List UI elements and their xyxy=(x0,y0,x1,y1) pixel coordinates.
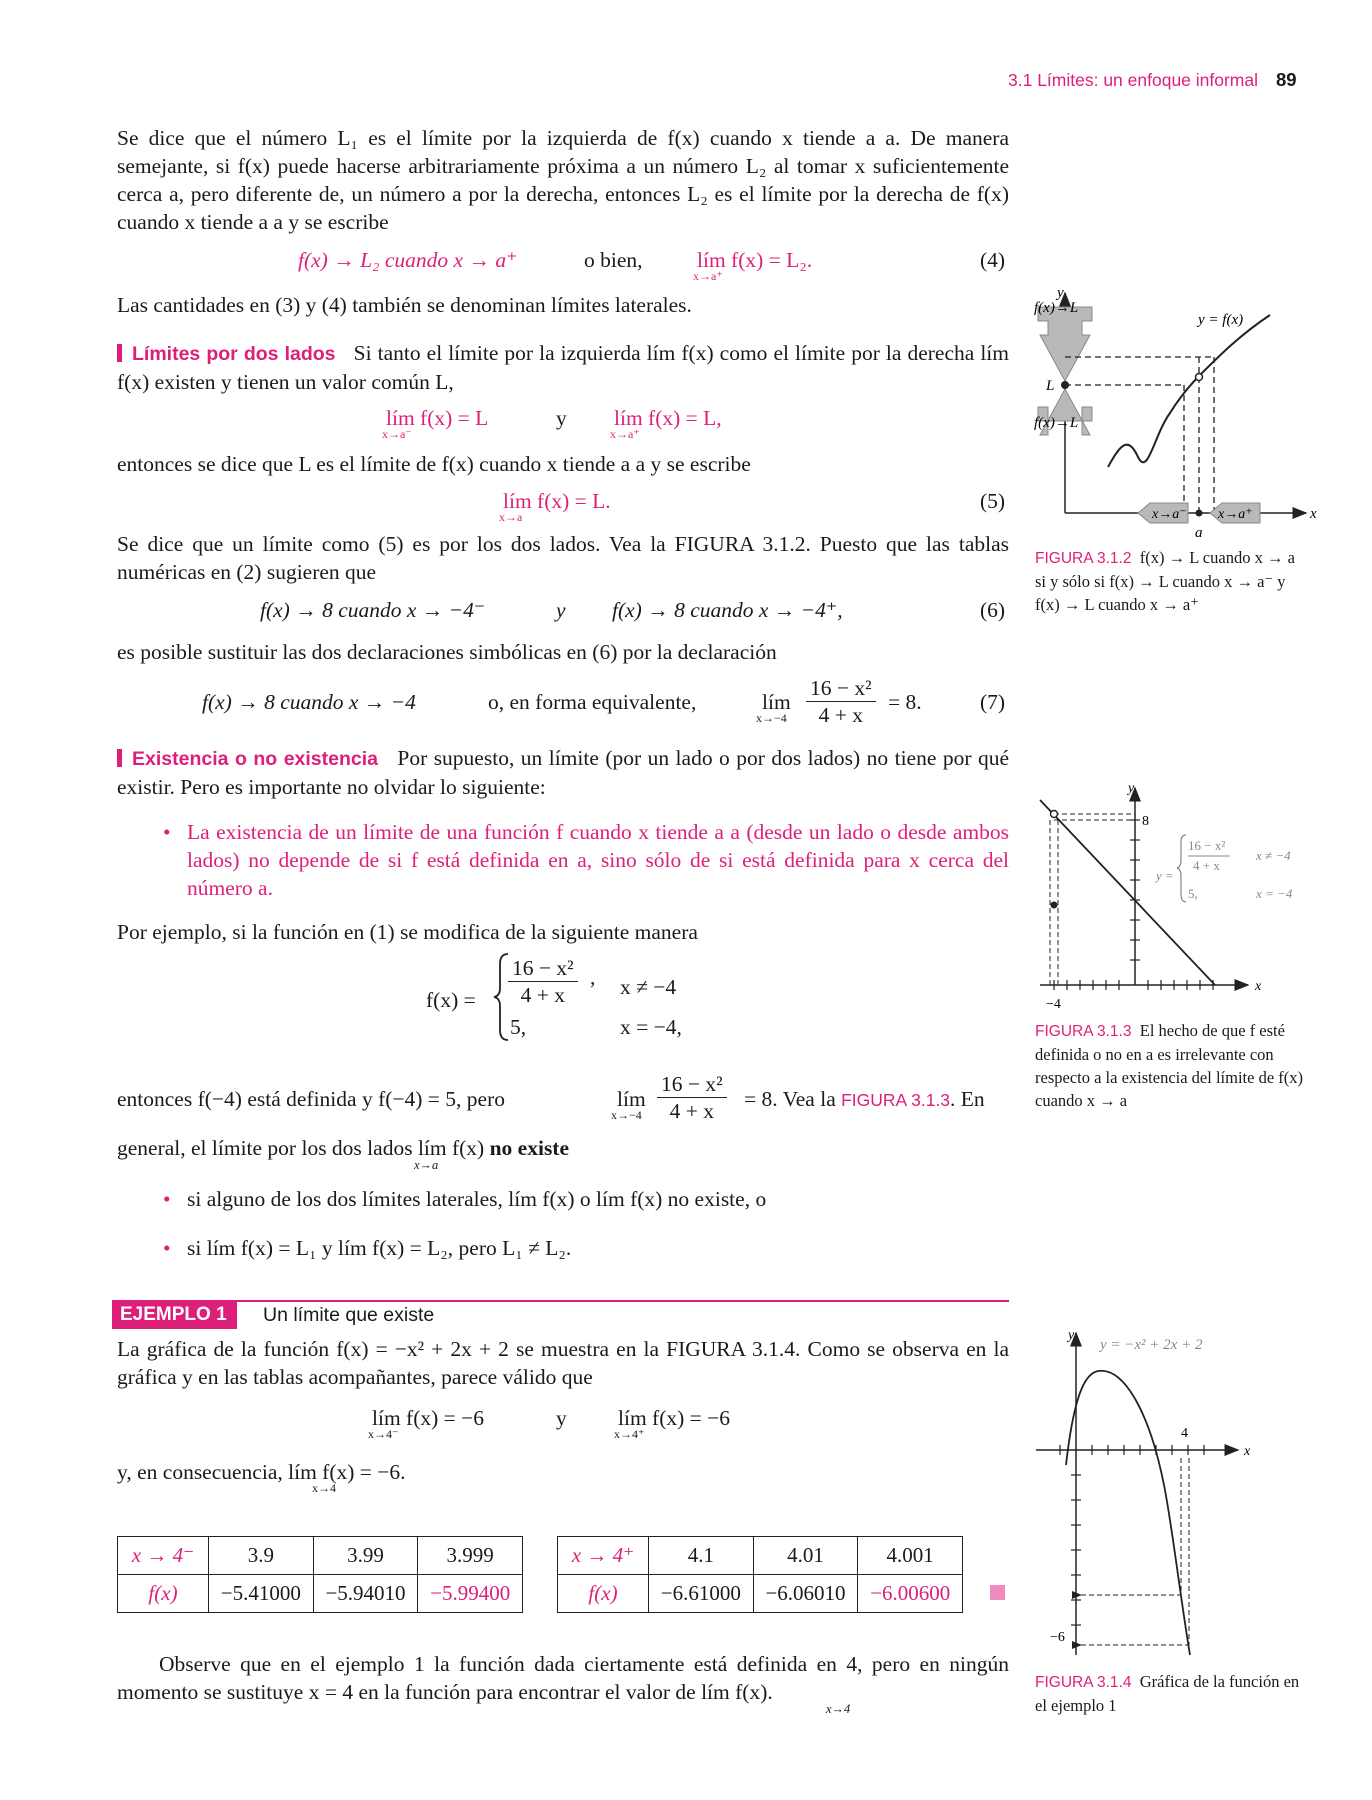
fig2-x-label: x xyxy=(1310,506,1317,522)
table-cell: 4.001 xyxy=(858,1537,963,1575)
fig2-L-label: L xyxy=(1046,378,1055,394)
paragraph-substitute: es posible sustituir las dos declaraciones simbólicas en (6) por la declaración xyxy=(117,640,777,664)
section-existence-text: Por supuesto, un límite (por un lado o por dos lados) no tiene por qué existir. Pero es importante no olvidar lo siguiente: xyxy=(117,746,1009,799)
eqA-left-text: lím f(x) = L xyxy=(386,406,489,430)
fig3-minus-four-label: −4 xyxy=(1046,997,1061,1010)
figure-3-1-2-label: FIGURA 3.1.2 xyxy=(1035,550,1132,567)
section-heading-text: Límites por dos lados xyxy=(132,343,336,365)
table-header: f(x) xyxy=(118,1575,209,1613)
bullet-existence-text: La existencia de un límite de una función f cuando x tiende a a (desde un lado o desde ambos lados) no depende de si f está definida en a, sino sólo de si está definida para x cerca del número a. xyxy=(187,820,1009,900)
piecewise-value2: 5, xyxy=(510,1015,527,1039)
eq5-sub: x→a xyxy=(499,510,523,524)
table-cell: −5.99400 xyxy=(418,1575,523,1613)
table-header: f(x) xyxy=(558,1575,649,1613)
section-text: Si tanto el límite por la izquierda lím f(x) como el límite por la derecha lím f(x) existen y tienen un valor común L, xyxy=(117,341,1009,394)
a-point xyxy=(1196,510,1203,517)
fig2-curve-label: y = f(x) xyxy=(1198,312,1244,328)
para7-sub: x→−4 xyxy=(611,1108,642,1122)
paragraph-example-1: La gráfica de la función f(x) = −x² + 2x + 2 se muestra en la FIGURA 3.1.4. Como se observa en la gráfica y en las tablas acompañantes, parece válido que xyxy=(117,1337,1009,1389)
eq4-sub: x→a⁺ xyxy=(693,269,723,283)
eqA-mid: y xyxy=(556,406,567,430)
para7-c-text: . En xyxy=(950,1087,985,1111)
bullet-one-sided-fail: • si alguno de los dos límites laterales, lím f(x) o lím f(x) no existe, o xyxy=(163,1187,767,1211)
bullet-unequal-text: si lím f(x) = L₁ y lím f(x) = L₂, pero L₁ ≠ L₂. xyxy=(187,1236,572,1260)
paragraph-left-right-limit xyxy=(117,124,1009,236)
table-cell: 4.01 xyxy=(753,1537,858,1575)
fig3-piece-cond2: x = −4 xyxy=(1256,886,1293,901)
table-header: x → 4⁺ xyxy=(558,1537,649,1575)
fig2-bottom-arrow-label: f(x)→L xyxy=(1034,415,1079,431)
fig2-a-label: a xyxy=(1195,525,1203,541)
figure-3-1-4-caption xyxy=(1035,1670,1305,1717)
figure-3-1-3-link[interactable]: FIGURA 3.1.3 xyxy=(841,1090,951,1110)
figure-3-1-3-caption xyxy=(1035,1019,1305,1112)
para7-a: entonces f(−4) está definida y f(−4) = 5, pero xyxy=(117,1087,505,1111)
table-cell: 3.999 xyxy=(418,1537,523,1575)
section-heading-existence-text: Existencia o no existencia xyxy=(132,748,379,770)
eqB-left-sub: x→4⁻ xyxy=(368,1427,399,1441)
eq7-number: (7) xyxy=(980,690,1006,714)
para7-numerator: 16 − x² xyxy=(657,1071,727,1098)
example-rule xyxy=(112,1300,1009,1302)
figure-3-1-3-label: FIGURA 3.1.3 xyxy=(1035,1023,1132,1040)
paragraph-figure-ref: Se dice que un límite como (5) es por los dos lados. Vea la FIGURA 3.1.2. Puesto que las tablas numéricas en (2) sugieren que xyxy=(117,532,1009,584)
piecewise-lhs: f(x) = xyxy=(426,988,476,1012)
para10-sub: x→4 xyxy=(312,1481,336,1495)
table-right-limit xyxy=(557,1536,963,1613)
defined-point xyxy=(1051,902,1058,909)
para7-lim xyxy=(611,1087,646,1122)
eq4-number: (4) xyxy=(980,248,1006,272)
eqB-mid: y xyxy=(556,1406,567,1430)
section-heading xyxy=(117,343,336,365)
eq4-mid: o bien, xyxy=(584,248,643,272)
eq7-sub: x→−4 xyxy=(756,711,787,725)
section-two-sided xyxy=(117,339,1009,396)
arrow-down-shape xyxy=(1038,307,1092,381)
eq4-left: f(x) → L₂ cuando x → a⁺ xyxy=(298,248,518,272)
fig2-right-arrow-label: x→a⁺ xyxy=(1218,507,1253,522)
running-header: 3.1 Límites: un enfoque informal xyxy=(1008,70,1259,90)
para8-a: general, el límite por los dos lados xyxy=(117,1136,413,1160)
fig4-four-label: 4 xyxy=(1181,1426,1188,1441)
fig2-y-label: y xyxy=(1057,285,1064,301)
para11-text: Observe que en el ejemplo 1 la función dada ciertamente está definida en 4, pero en ningún momento se sustituye x = 4 en la función para encontrar el valor de lím f(x). xyxy=(117,1652,1009,1704)
eq6-mid: y xyxy=(556,598,566,622)
table-cell: −5.41000 xyxy=(209,1575,314,1613)
para8 xyxy=(117,1136,570,1172)
eqB-right xyxy=(614,1406,731,1441)
bullet-unequal: • si lím f(x) = L₁ y lím f(x) = L₂, pero L₁ ≠ L₂. xyxy=(163,1236,572,1260)
figure-3-1-2 xyxy=(1030,285,1320,550)
eqA-left-sub: x→a⁻ xyxy=(382,427,412,441)
eq4-right xyxy=(693,248,813,283)
fig3-eight-label: 8 xyxy=(1142,814,1149,829)
figure-3-1-4 xyxy=(1030,1325,1320,1665)
table-cell: 3.9 xyxy=(209,1537,314,1575)
eqA-left xyxy=(382,406,489,441)
eq7-left: f(x) → 8 cuando x → −4 xyxy=(202,690,416,714)
fig3-piece-numerator: 16 − x² xyxy=(1188,838,1226,853)
parabola xyxy=(1066,1371,1190,1655)
eqA-right xyxy=(610,406,722,441)
page-number: 89 xyxy=(1276,69,1297,90)
fig3-x-label: x xyxy=(1255,979,1262,994)
fig4-y-label: y xyxy=(1068,1328,1075,1343)
fig4-minus-six-label: −6 xyxy=(1050,1630,1065,1645)
eq5 xyxy=(499,489,611,524)
para7-b xyxy=(744,1087,985,1112)
example-title: Un límite que existe xyxy=(263,1304,435,1326)
para7-denominator: 4 + x xyxy=(669,1099,714,1123)
section-heading-existence xyxy=(117,748,378,770)
hole-marker xyxy=(1196,374,1203,381)
eq7-tail: = 8. xyxy=(888,690,922,714)
table-header: x → 4⁻ xyxy=(118,1537,209,1575)
piecewise-denominator: 4 + x xyxy=(520,983,565,1007)
end-of-example-marker xyxy=(990,1585,1005,1600)
fig4-equation-label: y = −x² + 2x + 2 xyxy=(1100,1337,1203,1353)
curve xyxy=(1108,315,1270,467)
para8-b: no existe xyxy=(489,1136,570,1160)
table-row xyxy=(118,1575,523,1613)
eq6-left: f(x) → 8 cuando x → −4⁻ xyxy=(260,598,486,622)
eqB-right-text: lím f(x) = −6 xyxy=(618,1406,731,1430)
table-row xyxy=(118,1537,523,1575)
table-cell: −6.61000 xyxy=(649,1575,754,1613)
para8-sub: x→a xyxy=(413,1158,439,1172)
bullet-existence: • La existencia de un límite de una función f cuando x tiende a a (desde un lado o desde ambos lados) no depende de si f está definida en a, sino sólo de si está definida para x cerca del número a. xyxy=(163,820,1009,900)
table-cell: −6.06010 xyxy=(753,1575,858,1613)
eq7-numerator: 16 − x² xyxy=(806,675,876,702)
eq7-lim-text: lím xyxy=(762,690,791,714)
eq5-number: (5) xyxy=(980,489,1006,513)
table-left-limit xyxy=(117,1536,523,1613)
eq5-text: lím f(x) = L. xyxy=(503,489,611,513)
fig3-piece-denominator: 4 + x xyxy=(1193,858,1220,873)
eq6-number: (6) xyxy=(980,598,1006,622)
figure-3-1-4-label: FIGURA 3.1.4 xyxy=(1035,1674,1132,1691)
figure-3-1-2-text: f(x) → L cuando x → a si y sólo si f(x) → L cuando x → a⁻ y f(x) → L cuando x → a⁺ xyxy=(1035,548,1295,614)
paragraph-text: Se dice que el número L₁ es el límite por la izquierda de f(x) cuando x tiende a a. De manera semejante, si f(x) puede hacerse arbitrariamente próxima a un número L₂ al tomar x suficientemente cerca a, pero diferente de, un número a por la derecha, entonces L₂ es el límite por la derecha de f(x) cuando x tiende a a y se escribe xyxy=(117,126,1009,234)
para7-fraction xyxy=(657,1071,727,1124)
piecewise-cond2: x = −4, xyxy=(620,1015,682,1039)
figure-3-1-3-text: El hecho de que f esté definida o no en a es irrelevante con respecto a la existencia del límite de f(x) cuando x → a xyxy=(1035,1021,1304,1110)
para10-text: y, en consecuencia, lím f(x) = −6. xyxy=(117,1460,406,1484)
piecewise-comma: , xyxy=(590,965,596,989)
paragraph-lateral: Las cantidades en (3) y (4) también se denominan límites laterales. xyxy=(117,293,692,317)
eqB-left xyxy=(368,1406,485,1441)
eq7-lim xyxy=(756,690,791,725)
paragraph-example: Por ejemplo, si la función en (1) se modifica de la siguiente manera xyxy=(117,920,698,944)
eqA-right-sub: x→a⁺ xyxy=(610,427,640,441)
fig3-y-label: y xyxy=(1128,781,1135,796)
eq7-fraction xyxy=(806,675,876,728)
piecewise-cond1: x ≠ −4 xyxy=(620,975,677,999)
piecewise-fraction xyxy=(508,955,578,1008)
para8-lim xyxy=(413,1136,485,1172)
fig3-yeq-label: y = xyxy=(1156,868,1174,883)
paragraph-observe xyxy=(117,1650,1009,1706)
eq7-denominator: 4 + x xyxy=(818,703,863,727)
hole-marker xyxy=(1051,811,1058,818)
para10 xyxy=(117,1460,406,1495)
figure-3-1-2-caption xyxy=(1035,546,1305,616)
table-row xyxy=(558,1575,963,1613)
table-cell: −6.00600 xyxy=(858,1575,963,1613)
fig3-piece-cond1: x ≠ −4 xyxy=(1256,848,1291,863)
fig4-x-label: x xyxy=(1244,1444,1251,1459)
paragraph-two-sided-def: entonces se dice que L es el límite de f(x) cuando x tiende a a y se escribe xyxy=(117,452,751,476)
eq7-mid: o, en forma equivalente, xyxy=(488,690,697,714)
table-cell: 4.1 xyxy=(649,1537,754,1575)
L-point xyxy=(1061,381,1069,389)
para8-lim-text: lím f(x) xyxy=(417,1136,485,1160)
table-cell: −5.94010 xyxy=(313,1575,418,1613)
table-row xyxy=(558,1537,963,1575)
piecewise-numerator: 16 − x² xyxy=(508,955,578,982)
section-existence xyxy=(117,744,1009,801)
para7-lim-text: lím xyxy=(617,1087,646,1111)
fig2-top-arrow-label: f(x)→L xyxy=(1034,300,1079,316)
fig2-left-arrow-label: x→a⁻ xyxy=(1152,507,1187,522)
para7-b-text: = 8. Vea la xyxy=(744,1087,836,1111)
para11-sub: x→4 xyxy=(826,1702,851,1716)
example-label: EJEMPLO 1 xyxy=(112,1301,237,1329)
eqB-right-sub: x→4⁺ xyxy=(614,1427,645,1441)
fig3-piece-value2: 5, xyxy=(1188,886,1198,901)
eq4-right-text: lím f(x) = L₂. xyxy=(697,248,813,272)
table-cell: 3.99 xyxy=(313,1537,418,1575)
eqA-right-text: lím f(x) = L, xyxy=(614,406,722,430)
figure-3-1-4-text: Gráfica de la función en el ejemplo 1 xyxy=(1035,1672,1300,1715)
eq6-right: f(x) → 8 cuando x → −4⁺, xyxy=(612,598,843,622)
figure-3-1-3 xyxy=(1030,780,1320,1010)
eqB-left-text: lím f(x) = −6 xyxy=(372,1406,485,1430)
bullet-one-sided-text: si alguno de los dos límites laterales, lím f(x) o lím f(x) no existe, o xyxy=(187,1187,767,1211)
